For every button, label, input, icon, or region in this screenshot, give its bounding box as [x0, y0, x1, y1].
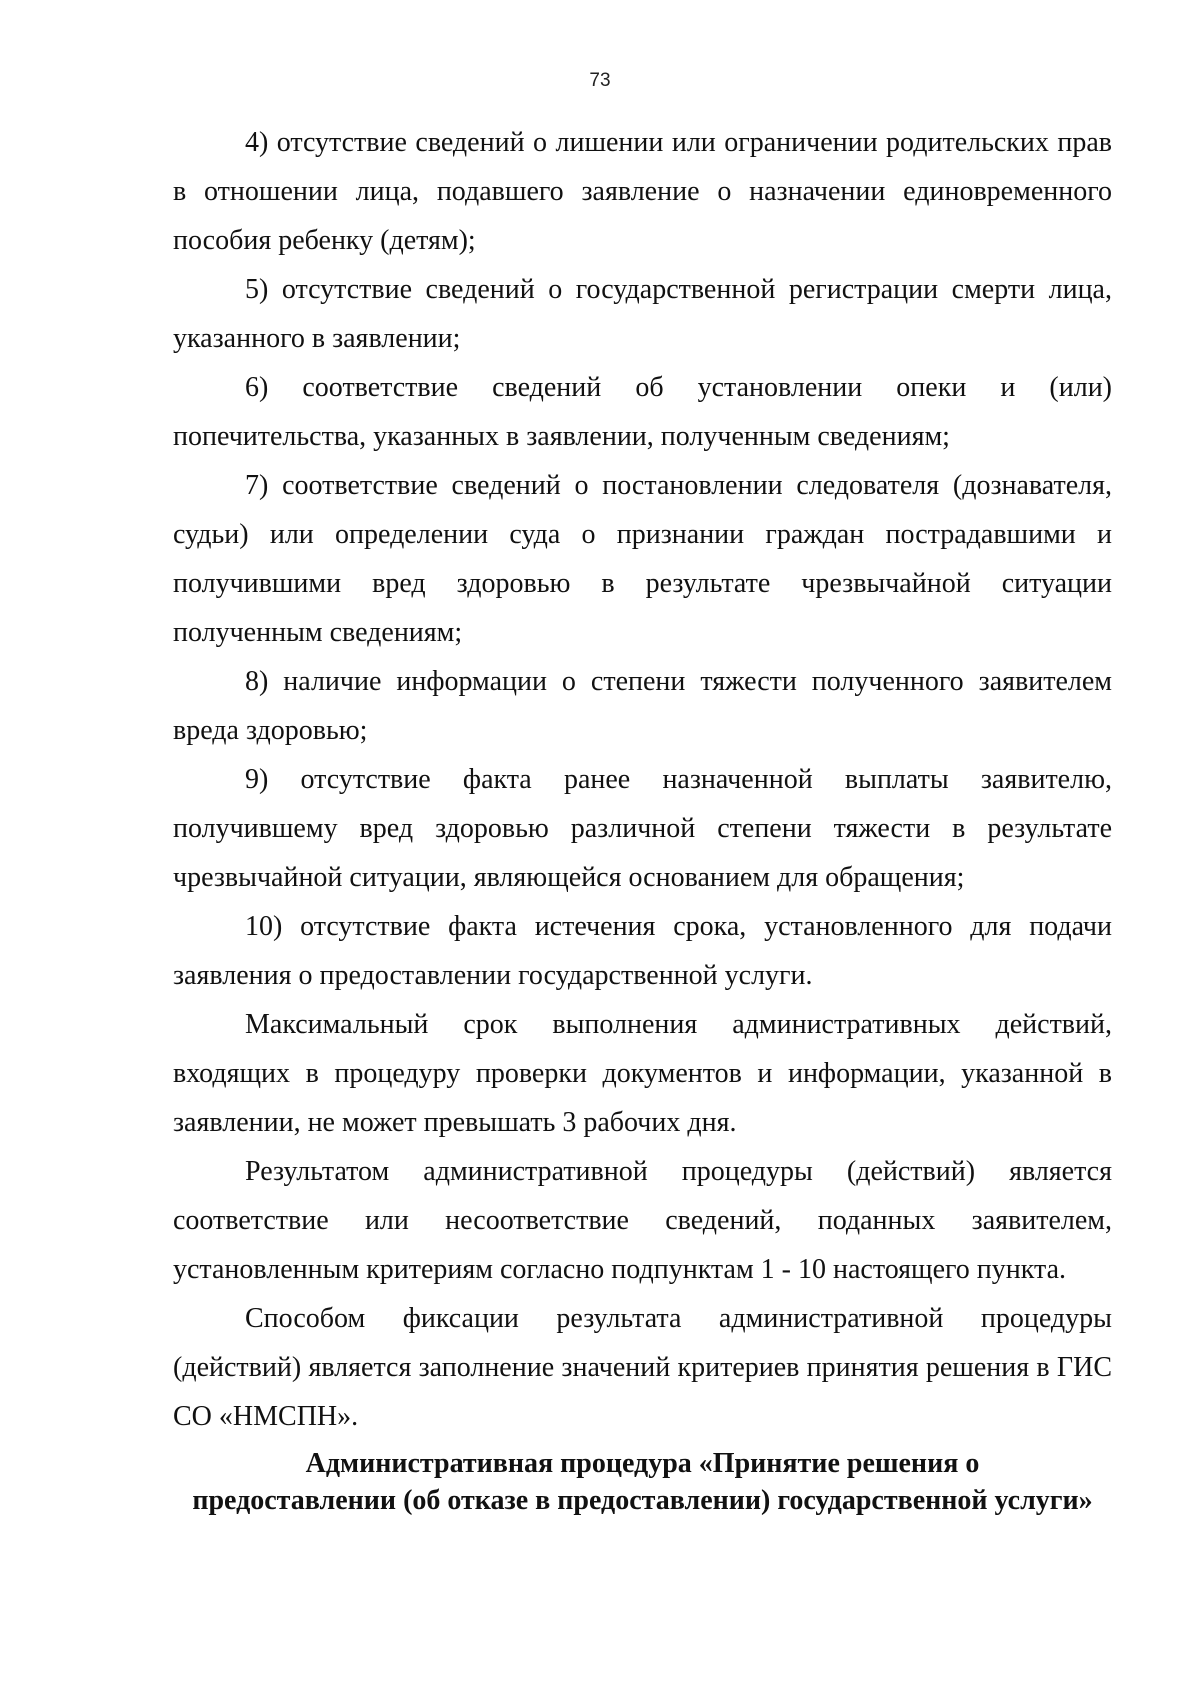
paragraph-max-term: Максимальный срок выполнения административных действий, входящих в процедуру проверки документов и информации, указанной в заявлении, не может превышать 3 рабочих дня.: [173, 1009, 1112, 1138]
section-heading-line-2: предоставлении (об отказе в предоставлении) государственной услуги»: [192, 1485, 1093, 1516]
document-body: [173, 118, 1112, 1441]
paragraph-item-10: 10) отсутствие факта истечения срока, установленного для подачи заявления о предоставлении государственной услуги.: [173, 911, 1112, 991]
paragraph-item-7: 7) соответствие сведений о постановлении следователя (дознавателя, судьи) или определении суда о признании граждан пострадавшими и получившими вред здоровью в результате чрезвычайной ситуации полученным сведениям;: [173, 470, 1112, 648]
paragraph-result: Результатом административной процедуры (действий) является соответствие или несоответствие сведений, поданных заявителем, установленным критериям согласно подпунктам 1 - 10 настоящего пункта.: [173, 1156, 1112, 1285]
paragraph-item-6: 6) соответствие сведений об установлении опеки и (или) попечительства, указанных в заявлении, полученным сведениям;: [173, 372, 1112, 452]
paragraph-fixation-method: Способом фиксации результата административной процедуры (действий) является заполнение значений критериев принятия решения в ГИС СО «НМСПН».: [173, 1303, 1112, 1432]
section-heading-line-1: Административная процедура «Принятие решения о: [305, 1448, 980, 1479]
section-heading: [150, 1445, 1135, 1519]
paragraph-item-5: 5) отсутствие сведений о государственной регистрации смерти лица, указанного в заявлении;: [173, 274, 1112, 354]
paragraph-item-9: 9) отсутствие факта ранее назначенной выплаты заявителю, получившему вред здоровью различной степени тяжести в результате чрезвычайной ситуации, являющейся основанием для обращения;: [173, 764, 1112, 893]
paragraph-item-4: 4) отсутствие сведений о лишении или ограничении родительских прав в отношении лица, подавшего заявление о назначении единовременного пособия ребенку (детям);: [173, 127, 1112, 256]
paragraph-item-8: 8) наличие информации о степени тяжести полученного заявителем вреда здоровью;: [173, 666, 1112, 746]
page-number: 73: [589, 70, 611, 91]
